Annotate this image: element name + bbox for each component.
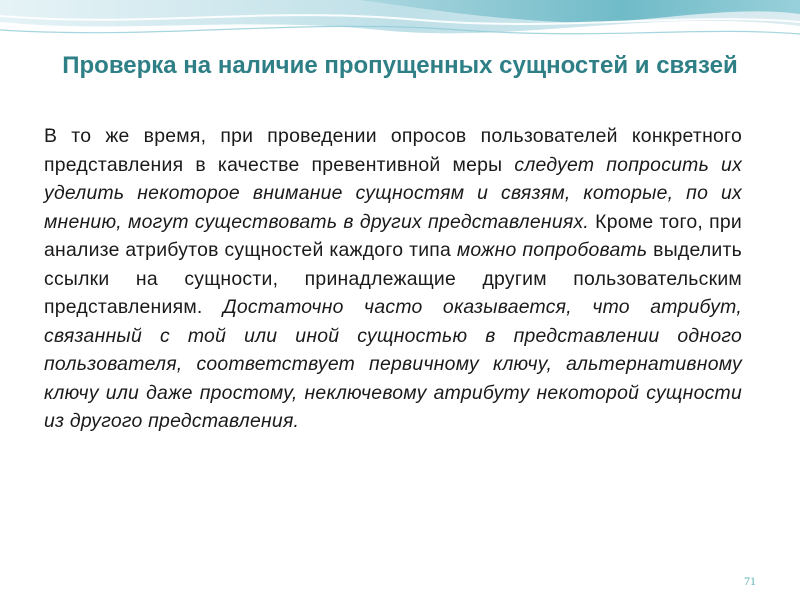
- body-text-italic-1: следует попросить их уделить некоторое внимание сущностям и связям, которые, по их мнению, могут существовать в других представлениях.: [44, 153, 743, 233]
- page-number: 71: [744, 574, 756, 588]
- slide-title: Проверка на наличие пропущенных сущностей и связей: [62, 52, 738, 79]
- body-text-normal-1: В то же время, при проведении опросов пользователей конкретного представления в качестве превентивной меры: [44, 125, 742, 176]
- body-text-normal-3: выделить ссылки на сущности, принадлежащие другим пользовательским представлениям.: [44, 239, 742, 318]
- body-text-italic-2: можно попробовать: [456, 239, 648, 261]
- body-text-italic-3: Достаточно часто оказывается, что атрибут, связанный с той или иной сущностью в представлении одного пользователя, соответствует первичному ключу, альтернативному ключу или даже простому, неключевому атрибуту некоторой сущности из другого представления.: [44, 296, 743, 432]
- body-text-normal-2: Кроме того, при анализе атрибутов сущностей каждого типа: [44, 210, 742, 261]
- slide-body-text: [44, 122, 742, 436]
